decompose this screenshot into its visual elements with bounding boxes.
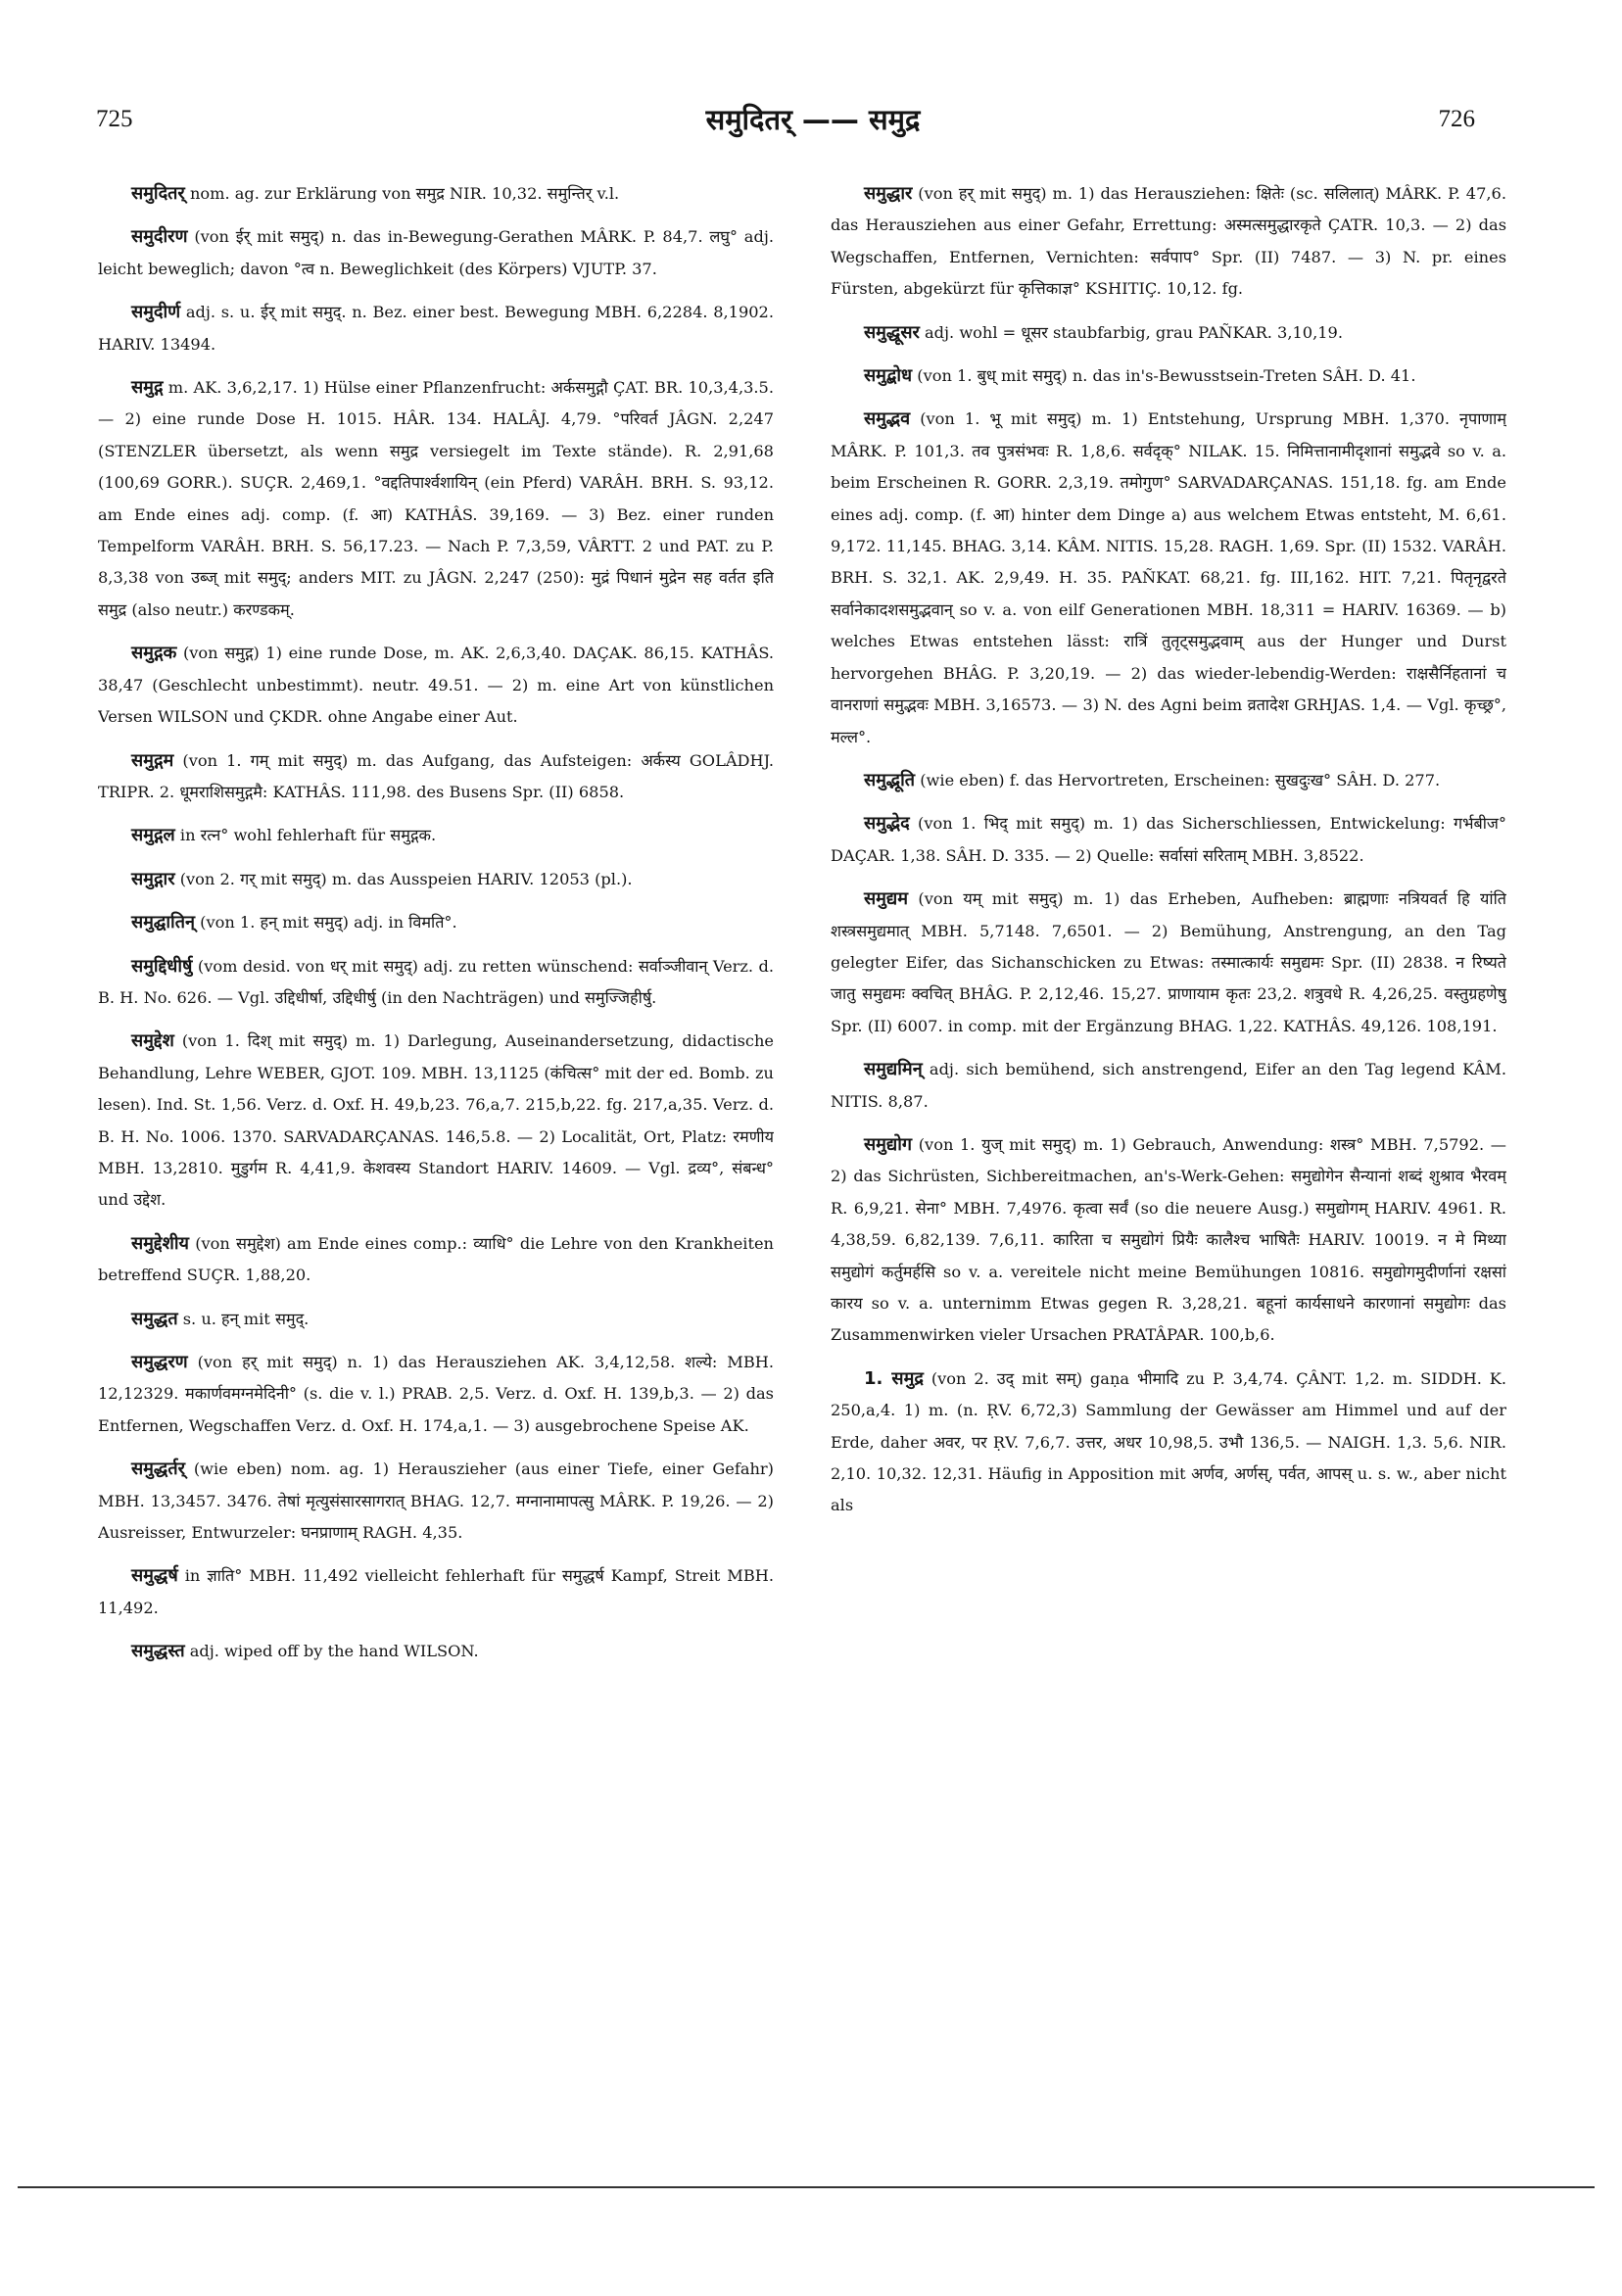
entry-definition: (wie eben) f. das Hervortreten, Erscheinen: सुखदुःख° SÂH. D. 277. bbox=[920, 770, 1441, 789]
entry-headword: समुद्यमिन् bbox=[864, 1059, 923, 1080]
dictionary-entry bbox=[98, 1636, 774, 1667]
entry-headword: समुद्धार bbox=[864, 183, 913, 204]
dictionary-entry bbox=[831, 808, 1506, 872]
dictionary-entry bbox=[831, 360, 1506, 392]
dictionary-entry bbox=[98, 638, 774, 733]
dictionary-entry bbox=[831, 1129, 1506, 1352]
dictionary-entry bbox=[98, 1454, 774, 1549]
entry-headword: समुद्देशीय bbox=[131, 1232, 189, 1254]
dictionary-entry bbox=[98, 1026, 774, 1216]
entry-definition: (von 1. भिद् mit समुद्) m. 1) das Sicherschliessen, Entwickelung: गर्भबीज° DAÇAR. 1,38. SÂH. D. 335. — 2) Quelle: सर्वासां सरिताम् MBH. 3,8522. bbox=[831, 814, 1506, 865]
dictionary-entry bbox=[831, 884, 1506, 1042]
entry-headword: समुदितर् bbox=[131, 183, 185, 204]
entry-definition: (von समुद्देश) am Ende eines comp.: व्याधि° die Lehre von den Krankheiten betreffend SUÇR. 1,88,20. bbox=[98, 1233, 774, 1285]
entry-definition: adj. wohl = धूसर staubfarbig, grau PAÑKAR. 3,10,19. bbox=[925, 322, 1343, 342]
right-column bbox=[831, 178, 1506, 2128]
entry-definition: (von 1. हन् mit समुद्) adj. in विमति°. bbox=[200, 913, 457, 933]
entry-headword: समुद्गल bbox=[131, 825, 175, 846]
entry-headword: समुद्दिधीर्षु bbox=[131, 955, 193, 977]
entry-headword: समुद्धर्तर् bbox=[131, 1459, 185, 1480]
entry-definition: m. AK. 3,6,2,17. 1) Hülse einer Pflanzenfrucht: अर्कसमुद्गौ ÇAT. BR. 10,3,4,3.5. — 2) eine runde Dose H. 1015. HÂR. 134. HALÂJ. 4,79. °परिवर्त JÂGN. 2,247 (STENZLER übersetzt, als wenn समुद्र versiegelt im Texte stände). R. 2,91,68 (100,69 GORR.). SUÇR. 2,469,1. °वद्दतिपार्श्वशायिन् (ein Pferd) VARÂH. BRH. S. 93,12. am Ende eines adj. comp. (f. आ) KATHÂS. 39,169. — 3) Bez. einer runden Tempelform VARÂH. BRH. S. 56,17.23. — Nach P. 7,3,59, VÂRTT. 2 und PAT. zu P. 8,3,38 von उब्ज् mit समुद्; anders MIT. zu JÂGN. 2,247 (250): मुद्रं पिधानं मुद्रेन सह वर्तत इति समुद्र (also neutr.) करण्डकम्. bbox=[98, 378, 774, 619]
entry-headword: समुद्भव bbox=[864, 408, 911, 430]
entry-definition: (von हर् mit समुद्) m. 1) das Herausziehen: क्षितेः (sc. सलिलात्) MÂRK. P. 47,6. das Herausziehen aus einer Gefahr, Errettung: अस्मत्समुद्धारकृते ÇATR. 10,3. — 2) das Wegschaffen, Entfernen, Vernichten: सर्वपाप° Spr. (II) 7487. — 3) N. pr. eines Fürsten, abgekürzt für कृत्तिकाज्ञ° KSHITIÇ. 10,12. fg. bbox=[831, 184, 1506, 299]
entry-headword: समुदीर्ण bbox=[131, 302, 181, 323]
entry-definition: (von 1. युज् mit समुद्) m. 1) Gebrauch, Anwendung: शस्त्र° MBH. 7,5792. — 2) das Sichrüsten, Sichbereitmachen, an's-Werk-Gehen: समुद्योगेन सैन्यानां शब्दं शुश्राव भैरवम् R. 6,9,21. सेना° MBH. 7,4976. कृत्वा सर्वं (so die neuere Ausg.) समुद्योगम् HARIV. 4961. R. 4,38,59. 6,82,139. 7,6,11. कारिता च समुद्योगं प्रियैः कालैश्च भाषितैः HARIV. 10019. न मे मिथ्या समुद्योगं कर्तुमर्हसि so v. a. vereitele nicht meine Bemühungen 10816. समुद्योगमुदीर्णानां रक्षसां कारय so v. a. unternimm Etwas gegen R. 3,28,21. बहूनां कार्यसाधने कारणानां समुद्योगः das Zusammenwirken vieler Ursachen PRATÂPAR. 100,b,6. bbox=[831, 1134, 1506, 1345]
dictionary-entry bbox=[98, 820, 774, 851]
dictionary-entry bbox=[98, 907, 774, 938]
dictionary-entry bbox=[98, 1304, 774, 1335]
dictionary-entry bbox=[98, 221, 774, 285]
entry-headword: समुद्भेद bbox=[864, 813, 910, 835]
entry-definition: (von 2. गर् mit समुद्) m. das Ausspeien HARIV. 12053 (pl.). bbox=[179, 869, 633, 888]
dictionary-entry bbox=[98, 178, 774, 210]
dictionary-entry bbox=[831, 178, 1506, 306]
dictionary-entry bbox=[98, 1228, 774, 1292]
entry-headword: समुदीरण bbox=[131, 226, 188, 248]
entry-definition: (von 1. दिश् mit समुद्) m. 1) Darlegung, Auseinandersetzung, didactische Behandlung, Lehre WEBER, GJOT. 109. MBH. 13,1125 (कंचित्स° mit der ed. Bomb. zu lesen). Ind. St. 1,56. Verz. d. Oxf. H. 49,b,23. 76,a,7. 215,b,22. fg. 217,a,35. Verz. d. B. H. No. 1006. 1370. SARVADARÇANAS. 146,5.8. — 2) Localität, Ort, Platz: रमणीय MBH. 13,2810. मुडुर्गम R. 4,41,9. केशवस्य Standort HARIV. 14609. — Vgl. द्रव्य°, संबन्ध° und उद्देश. bbox=[98, 1031, 774, 1210]
entry-definition: s. u. हन् mit समुद्. bbox=[182, 1309, 310, 1328]
entry-headword: समुद्धस्त bbox=[131, 1641, 185, 1662]
entry-definition: nom. ag. zur Erklärung von समुद्र NIR. 10,32. समुन्तिर् v.l. bbox=[189, 184, 620, 203]
entry-headword: समुद्योग bbox=[864, 1133, 913, 1155]
dictionary-entry bbox=[831, 1363, 1506, 1522]
page-header bbox=[0, 103, 1622, 155]
footer-rule bbox=[18, 2186, 1595, 2188]
entry-headword: समुद्धर्ष bbox=[131, 1565, 178, 1587]
entry-definition: (von 1. गम् mit समुद्) m. das Aufgang, das Aufsteigen: अर्कस्य GOLÂDHJ. TRIPR. 2. धूमराशिसमुद्गमै: KATHÂS. 111,98. des Busens Spr. (II) 6858. bbox=[98, 750, 774, 801]
entry-headword: समुद्ग bbox=[131, 377, 164, 399]
entry-headword: समुद्यम bbox=[864, 888, 909, 910]
dictionary-entry bbox=[831, 765, 1506, 796]
entry-definition: adj. wiped off by the hand WILSON. bbox=[189, 1642, 479, 1661]
dictionary-entry bbox=[98, 1560, 774, 1624]
entry-definition: in रत्न° wohl fehlerhaft für समुद्गक. bbox=[179, 826, 437, 845]
entry-definition: (von हर् mit समुद्) n. 1) das Herausziehen AK. 3,4,12,58. शल्ये: MBH. 12,12329. मकार्णवमग्नमेदिनी° (s. die v. l.) PRAB. 2,5. Verz. d. Oxf. H. 139,b,3. — 2) das Entfernen, Wegschaffen Verz. d. Oxf. H. 174,a,1. — 3) ausgebrochene Speise AK. bbox=[98, 1353, 774, 1435]
entry-definition: (von 2. उद् mit सम्) gaṇa भीमादि zu P. 3,4,74. ÇÂNT. 1,2. m. SIDDH. K. 250,a,4. 1) m. (n. ṚV. 6,72,3) Sammlung der Gewässer am Himmel und auf der Erde, daher अवर, पर ṚV. 7,6,7. उत्तर, अधर 10,98,5. उभौ 136,5. — NAIGH. 1,3. 5,6. NIR. 2,10. 10,32. 12,31. Häufig in Apposition mit अर्णव, अर्णस्, पर्वत, आपस् u. s. w., aber nicht als bbox=[831, 1368, 1506, 1515]
entry-headword: समुद्गक bbox=[131, 643, 177, 664]
entry-definition: (vom desid. von धर् mit समुद्) adj. zu retten wünschend: सर्वाञ्जीवान् Verz. d. B. H. No. 626. — Vgl. उद्दिधीर्षा, उद्दिधीर्षु (in den Nachträgen) und समुज्जिहीर्षु. bbox=[98, 956, 774, 1007]
dictionary-entry bbox=[98, 297, 774, 360]
entry-headword: समुद्देश bbox=[131, 1030, 174, 1052]
dictionary-entry bbox=[831, 404, 1506, 752]
entry-definition: (von 1. भू mit समुद्) m. 1) Entstehung, Ursprung MBH. 1,370. नृपाणाम् MÂRK. P. 101,3. तव पुत्रसंभवः R. 1,8,6. सर्वदृक्° NILAK. 15. निमित्तानामीदृशानां समुद्भवे so v. a. beim Erscheinen R. GORR. 2,3,19. तमोगुण° SARVADARÇANAS. 151,18. fg. am Ende eines adj. comp. (f. आ) hinter dem Dinge a) aus welchem Etwas entsteht, M. 6,61. 9,172. 11,145. BHAG. 3,14. KÂM. NITIS. 15,28. RAGH. 1,69. Spr. (II) 1532. VARÂH. BRH. S. 32,1. AK. 2,9,49. H. 35. PAÑKAT. 68,21. fg. III,162. HIT. 7,21. पितृनृद्वरते सर्वानेकादशसमुद्भवान् so v. a. von eilf Generationen MBH. 18,311 = HARIV. 16369. — b) welches Etwas entstehen lässt: रात्रिं तुतृट्समुद्भवाम् aus der Hunger und Durst hervorgehen BHÂG. P. 3,20,19. — 2) das wieder-lebendig-Werden: राक्षसैर्निहतानां च वानराणां समुद्भवः MBH. 3,16573. — 3) N. des Agni beim व्रतादेश GRHJAS. 1,4. — Vgl. कृच्छ्र°, मल्ल°. bbox=[831, 409, 1506, 746]
entry-definition: adj. sich bemühend, sich anstrengend, Eifer an den Tag legend KÂM. NITIS. 8,87. bbox=[831, 1060, 1506, 1111]
entry-headword: समुद्धरण bbox=[131, 1352, 188, 1372]
right-page-number: 726 bbox=[1438, 106, 1475, 132]
entry-headword: समुद्गार bbox=[131, 868, 175, 889]
running-headword: समुदितर् —— समुद्र bbox=[705, 103, 921, 136]
entry-headword: समुद्धत bbox=[131, 1308, 178, 1329]
dictionary-entry bbox=[98, 745, 774, 809]
entry-definition: (von यम् mit समुद्) m. 1) das Erheben, Aufheben: ब्राह्मणाः नत्रियवर्त हि यांति शस्त्रसमुद्यमात् MBH. 5,7148. 7,6501. — 2) Bemühung, Anstrengung, an den Tag gelegter Eifer, das Sichanschicken zu Etwas: तस्मात्कार्यः समुद्यमः Spr. (II) 2838. न रिष्यते जातु समुद्यमः क्वचित् BHÂG. P. 2,12,46. 15,27. प्राणायाम कृतः 23,2. शत्रुवधे R. 4,26,25. वस्तुग्रहणेषु Spr. (II) 6007. in comp. mit der Ergänzung BHAG. 1,22. KATHÂS. 49,126. 108,191. bbox=[831, 889, 1506, 1035]
left-column bbox=[98, 178, 774, 2128]
entry-headword: समुद्बोध bbox=[864, 365, 913, 387]
entry-headword: समुद्भूति bbox=[864, 769, 916, 790]
entry-definition: (von 1. बुध् mit समुद्) n. das in's-Bewusstsein-Treten SÂH. D. 41. bbox=[917, 366, 1416, 386]
dictionary-entry bbox=[98, 1347, 774, 1442]
entry-headword: समुद्गम bbox=[131, 749, 174, 771]
entry-definition: in ज्ञाति° MBH. 11,492 vielleicht fehlerhaft für समुद्धर्ष Kampf, Streit MBH. 11,492. bbox=[98, 1566, 774, 1617]
entry-definition: adj. s. u. ईर् mit समुद्. n. Bez. einer best. Bewegung MBH. 6,2284. 8,1902. HARIV. 13494. bbox=[98, 303, 774, 354]
entry-headword: 1. समुद्र bbox=[864, 1367, 924, 1389]
entry-headword: समुद्धूसर bbox=[864, 321, 920, 343]
entry-headword: समुद्घातिन् bbox=[131, 912, 195, 933]
dictionary-entry bbox=[831, 317, 1506, 349]
entry-definition: (von ईर् mit समुद्) n. das in-Bewegung-Gerathen MÂRK. P. 84,7. लघु° adj. leicht beweglich; davon °त्व n. Beweglichkeit (des Körpers) VJUTP. 37. bbox=[98, 227, 774, 278]
entry-definition: (von समुद्ग) 1) eine runde Dose, m. AK. 2,6,3,40. DAÇAK. 86,15. KATHÂS. 38,47 (Geschlecht unbestimmt). neutr. 49.51. — 2) m. eine Art von künstlichen Versen WILSON und ÇKDR. ohne Angabe einer Aut. bbox=[98, 644, 774, 727]
dictionary-entry bbox=[831, 1054, 1506, 1118]
dictionary-entry bbox=[98, 372, 774, 626]
entry-definition: (wie eben) nom. ag. 1) Herauszieher (aus einer Tiefe, einer Gefahr) MBH. 13,3457. 3476. तेषां मृत्युसंसारसागरात् BHAG. 12,7. मग्नानामापत्सु MÂRK. P. 19,26. — 2) Ausreisser, Entwurzeler: घनप्राणाम् RAGH. 4,35. bbox=[98, 1459, 774, 1543]
dictionary-entry bbox=[98, 951, 774, 1015]
dictionary-entry bbox=[98, 864, 774, 895]
left-page-number: 725 bbox=[96, 106, 133, 132]
